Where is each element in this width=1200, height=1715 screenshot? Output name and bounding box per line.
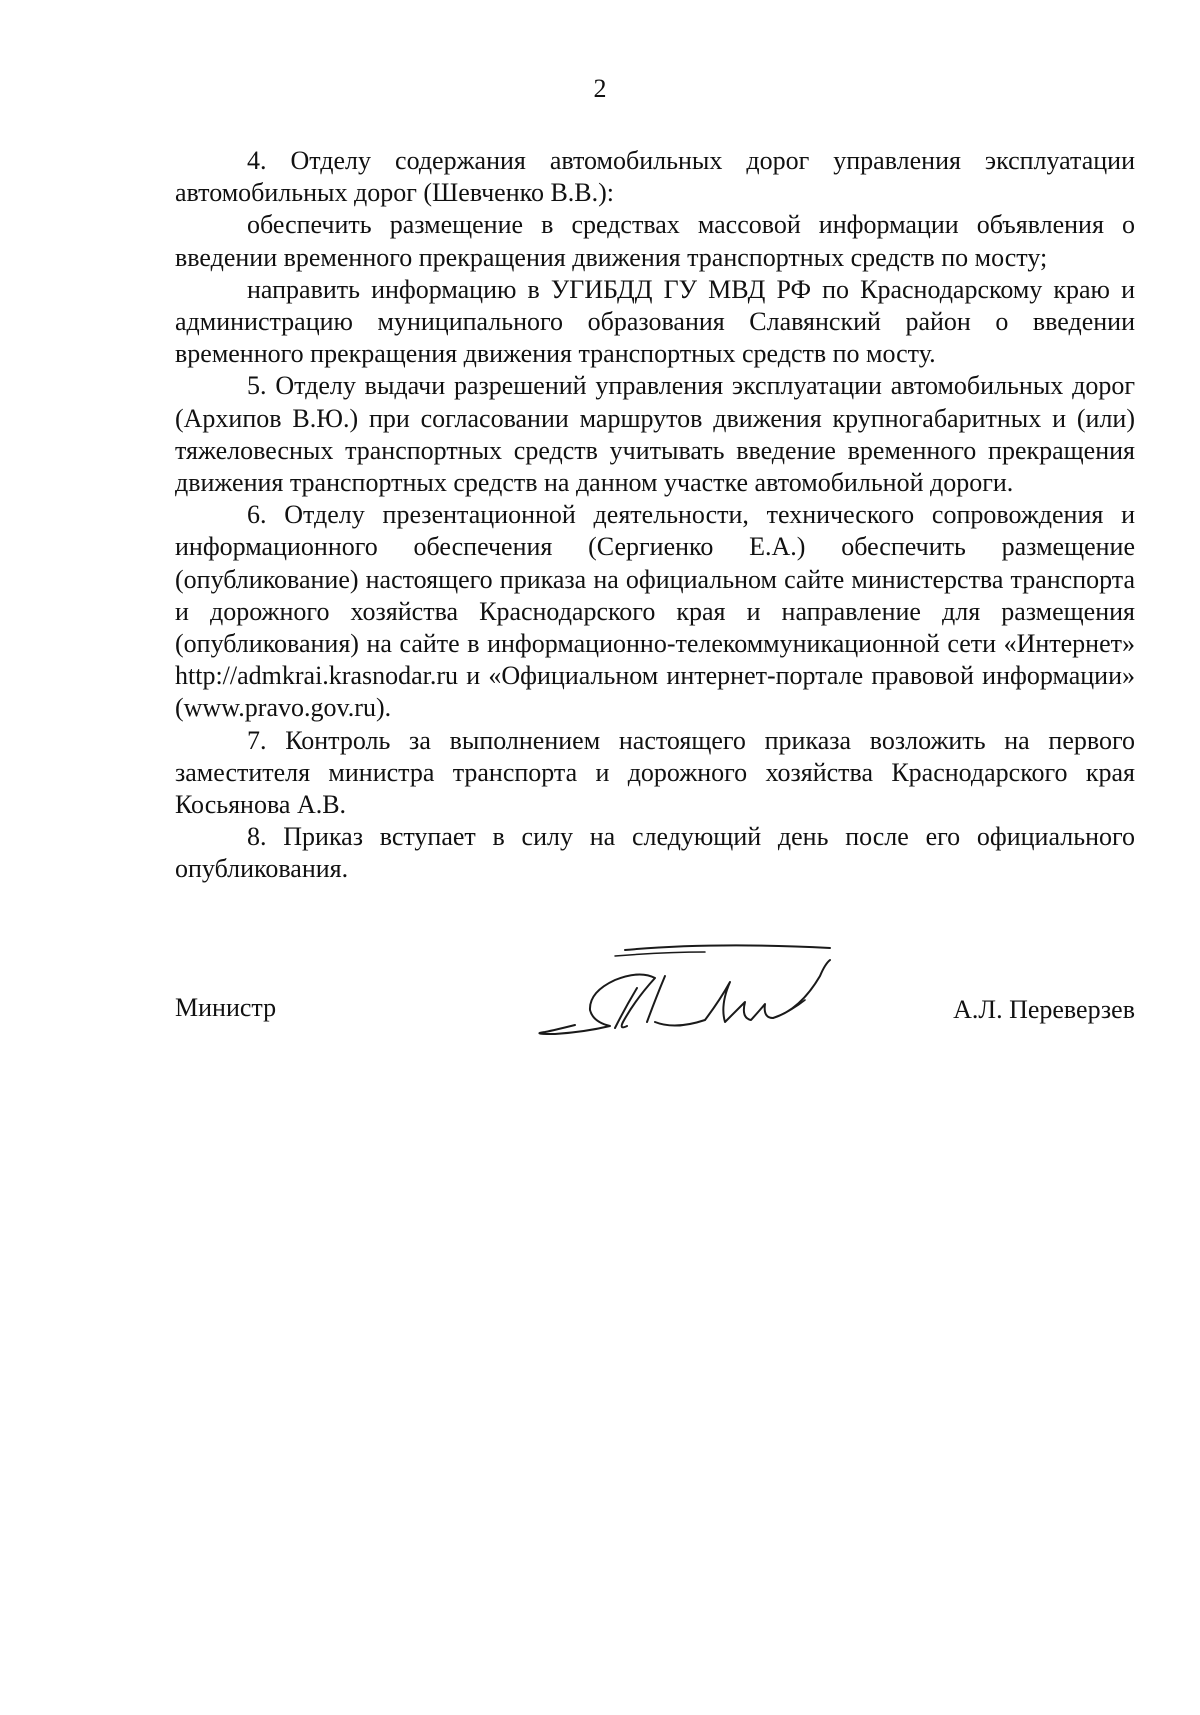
handwritten-signature: [515, 930, 895, 1040]
document-body: [175, 145, 1135, 886]
signatory-name: А.Л. Переверзев: [953, 995, 1135, 1024]
signatory-position: Министр: [175, 993, 277, 1022]
paragraph-item-4-police: направить информацию в УГИБДД ГУ МВД РФ по Краснодарскому краю и администрацию муниципального образования Славянский район о введении временного прекращения движения транспортных средств по мосту.: [175, 274, 1135, 369]
paragraph-item-7: 7. Контроль за выполнением настоящего приказа возложить на первого заместителя министра транспорта и дорожного хозяйства Краснодарского края Косьянова А.В.: [175, 725, 1135, 820]
paragraph-item-8: 8. Приказ вступает в силу на следующий день после его официального опубликования.: [175, 822, 1135, 884]
paragraph-item-4: 4. Отделу содержания автомобильных дорог управления эксплуатации автомобильных дорог (Шевченко В.В.):: [175, 146, 1135, 208]
paragraph-item-6: 6. Отделу презентационной деятельности, технического сопровождения и информационного обеспечения (Сергиенко Е.А.) обеспечить размещение (опубликование) настоящего приказа на официальном сайте министерства транспорта и дорожного хозяйства Краснодарского края и направление для размещения (опубликования) на сайте в информационно-телекоммуникационной сети «Интернет» http://admkrai.krasnodar.ru и «Официальном интернет-портале правовой информации» (www.pravo.gov.ru).: [175, 500, 1135, 723]
paragraph-item-4-media: обеспечить размещение в средствах массовой информации объявления о введении временного прекращения движения транспортных средств по мосту;: [175, 210, 1135, 272]
page-number: 2: [593, 74, 607, 103]
paragraph-item-5: 5. Отделу выдачи разрешений управления эксплуатации автомобильных дорог (Архипов В.Ю.) при согласовании маршрутов движения крупногабаритных и (или) тяжеловесных транспортных средств учитывать введение временного прекращения движения транспортных средств на данном участке автомобильной дороги.: [175, 371, 1135, 498]
signature-block: [175, 980, 1135, 1070]
